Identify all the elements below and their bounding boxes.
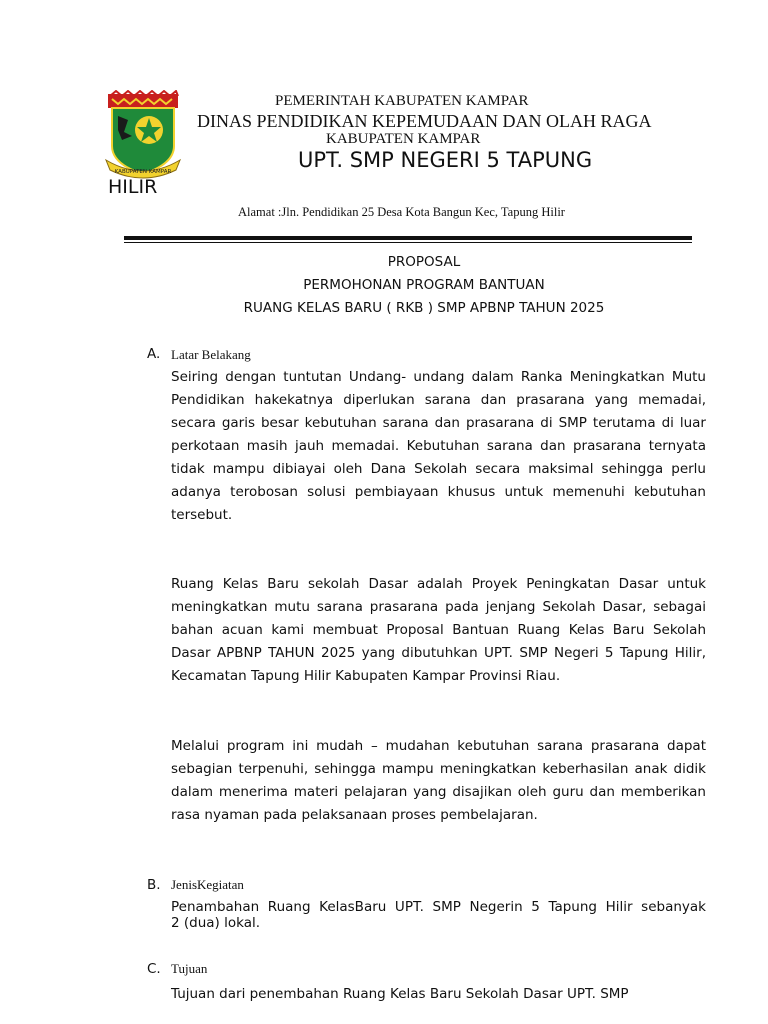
letterhead-school-name: UPT. SMP NEGERI 5 TAPUNG bbox=[298, 148, 593, 172]
letterhead-department: DINAS PENDIDIKAN KEPEMUDAAN DAN OLAH RAGA bbox=[197, 111, 652, 131]
section-c-heading: Tujuan bbox=[171, 961, 208, 976]
letterhead-regency: KABUPATEN KAMPAR bbox=[326, 131, 481, 147]
section-a-paragraph-3: Melalui program ini mudah – mudahan kebutuhan sarana prasarana dapat sebagian terpenuhi, sehingga mampu meningkatkan keberhasilan anak didik dalam menerima materi pelajaran yang disajikan oleh guru dan memberikan rasa nyaman pada pelaksanaan proses pembelajaran. bbox=[171, 738, 706, 823]
letterhead-government: PEMERINTAH KABUPATEN KAMPAR bbox=[275, 93, 529, 109]
letterhead-school-name-cont: HILIR bbox=[108, 176, 158, 198]
section-b-paragraph: Penambahan Ruang KelasBaru UPT. SMP Negerin 5 Tapung Hilir sebanyak 2 (dua) lokal. bbox=[171, 899, 741, 931]
section-b-heading: JenisKegiatan bbox=[171, 877, 244, 892]
document-title: PROPOSAL bbox=[387, 254, 461, 270]
section-c-paragraph: Tujuan dari penembahan Ruang Kelas Baru Sekolah Dasar UPT. SMP bbox=[171, 986, 629, 1002]
section-b-letter: B. bbox=[147, 877, 161, 893]
section-a-paragraph-2: Ruang Kelas Baru sekolah Dasar adalah Proyek Peningkatan Dasar untuk meningkatkan mutu sarana prasarana pada jenjang Sekolah Dasar, sebagai bahan acuan kami membuat Proposal Bantuan Ruang Kelas Baru Sekolah Dasar APBNP TAHUN 2025 yang dibutuhkan UPT. SMP Negeri 5 Tapung Hilir, Kecamatan Tapung Hilir Kabupaten Kampar Provinsi Riau. bbox=[171, 576, 706, 684]
letterhead-address: Alamat :Jln. Pendidikan 25 Desa Kota Bangun Kec, Tapung Hilir bbox=[238, 205, 565, 219]
section-c-letter: C. bbox=[147, 961, 161, 977]
logo-ribbon-text: KABUPATEN KAMPAR bbox=[114, 169, 172, 175]
section-a-heading: Latar Belakang bbox=[171, 347, 251, 362]
document-subject: RUANG KELAS BARU ( RKB ) SMP APBNP TAHUN 2025 bbox=[243, 300, 605, 316]
section-a-paragraph-1: Seiring dengan tuntutan Undang- undang dalam Ranka Meningkatkan Mutu Pendidikan hakekatnya diperlukan sarana dan prasarana yang memadai, secara garis besar kebutuhan sarana dan prasarana di SMP terutama di luar perkotaan masih jauh memadai. Kebutuhan sarana dan prasarana ternyata tidak mampu dibiayai oleh Dana Sekolah secara maksimal sehingga perlu adanya terobosan solusi pembiayaan khusus untuk memenuhi kebutuhan tersebut. bbox=[171, 369, 706, 523]
letterhead-divider-thin bbox=[124, 242, 692, 243]
document-subtitle: PERMOHONAN PROGRAM BANTUAN bbox=[303, 277, 545, 293]
section-a-letter: A. bbox=[147, 346, 161, 362]
kabupaten-kampar-logo bbox=[104, 90, 182, 182]
letterhead-divider-thick bbox=[124, 236, 692, 240]
